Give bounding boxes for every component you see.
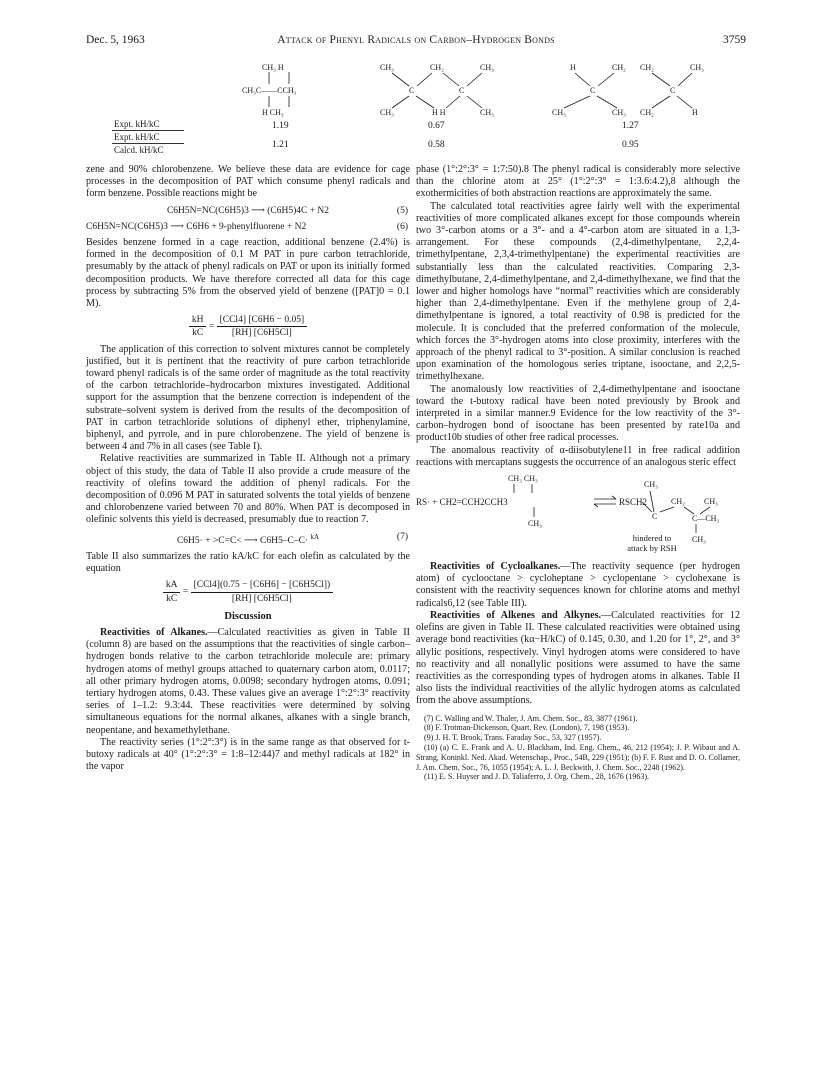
cycloalkanes-heading: Reactivities of Cycloalkanes. — [430, 561, 561, 573]
svg-text:CH₃: CH₃ — [380, 108, 394, 117]
equation-6-number: (6) — [396, 221, 408, 232]
row-labels — [112, 118, 252, 156]
footnote-8: (8) F. Trotman-Dickenson, Quart. Rev. (London), 7, 198 (1953). — [424, 723, 630, 733]
frac-denominator: [RH] [C6H5Cl] — [231, 328, 292, 339]
struct-2-expt: 0.67 — [428, 121, 445, 131]
alkenes-heading: Reactivities of Alkenes and Alkynes. — [430, 609, 602, 621]
left-paragraph-2: Besides benzene formed in a cage reaction, additional benzene (2.4%) is formed in the decomposition of 0.1 M PAT in pure carbon tetrachloride, presumably by the attack of phenyl radicals on PAT or upon its initially formed decomposition products. We have therefore corrected all data for this cage process by subtracting 5% from the observed yield of benzene ([PAT]0 = 0.1 M). — [86, 237, 410, 310]
svg-text:CH₂: CH₂ — [430, 63, 444, 72]
right-paragraph-6 — [416, 610, 740, 708]
svg-text:CH₃ CH₃: CH₃ CH₃ — [508, 474, 538, 484]
structure-3 — [552, 63, 704, 117]
row-label-expt-2: Expt. kH/kC — [112, 131, 184, 144]
right-paragraph-1: phase (1°:2°:3° = 1:7:50).8 The phenyl radical is considerably more selective than the chlorine atom at 25° (1°:2°:3° = 1:3.6:4.2),8 although the exothermicities of both abstraction reactions are approximately the same. — [416, 164, 740, 200]
equation-correction: $\frac{kH}{kC}$ = $\frac{\text{[CCl4] [C6H6 − 0.05]}}{[RH] [C6H5Cl]}$ — [86, 314, 410, 339]
svg-text:CH₃C——CCH₃: CH₃C——CCH₃ — [242, 86, 297, 95]
alkanes-text: —Calculated reactivities as given in Table II (column 8) are based on the assumptions that the reactivities of single carbon–hydrogen bonds relative to the carbon tetrachloride molecule are: primary hydrogen atoms of methyl groups attached to quaternary carbon atom, 0.0117; all other primary hydrogen atoms, 0.0098; secondary hydrogen atoms, 0.091; tertiary hydrogen atoms, 0.43. These values give an average 1°:2°:3° reactivity series of 1–1.2: 9.3:44. These reactivities were determined by solving simultaneous equations for the normal alkanes, alkanes with a single branch, neopentane, and hexamethylethane. — [86, 627, 411, 736]
svg-text:C—CH₃: C—CH₃ — [692, 514, 720, 524]
cycloalkanes-text: —The reactivity sequence (per hydrogen atom) of cyclooctane > cycloheptane > cyclopentane > cyclohexane is consistent with the reactivity sequences known for chlorine atoms and methyl radicals6,12 (see Table III). — [416, 561, 740, 609]
left-paragraph-1: zene and 90% chlorobenzene. We believe these data are evidence for cage processes in the decomposition of PAT which consume phenyl radicals and form benzene. Possible reactions might be — [86, 164, 410, 200]
structure-1 — [242, 63, 297, 117]
frac2-denominator: [RH] [C6H5Cl] — [231, 593, 292, 604]
running-head — [86, 34, 746, 50]
scheme-note: hindered to attack by RSH — [627, 533, 677, 554]
equation-7-k: kA — [310, 532, 320, 541]
frac-lhs-numerator: kH — [189, 314, 207, 327]
struct-2-calcd: 0.58 — [428, 140, 445, 150]
svg-text:C: C — [409, 86, 415, 95]
svg-text:C: C — [590, 86, 596, 95]
frac2-lhs-denominator: kC — [166, 593, 178, 604]
footnotes — [416, 714, 740, 783]
footnote-11: (11) E. S. Huyser and J. D. Taliaferro, J. Org. Chem., 28, 1676 (1963). — [424, 772, 650, 782]
svg-text:H: H — [570, 63, 576, 72]
fraction-ka-kc — [163, 579, 181, 604]
left-paragraph-3: The application of this correction to solvent mixtures cannot be completely justified, but it is pertinent that the reactivity of pure carbon tetrachloride toward phenyl radicals is of the same order of magnitude as the total reactivity of the carbon tetrachloride–hydrocarbon mixtures investigated. Additional support for the assumption that the benzene correction is independent of the substrate–solvent system is derived from the results of the decomposition of PAT in carbon tetrachloride solutions of diphenyl ether, triphenylamine, biphenyl, and pyrrole, and in pure chlorobenzene. The yield of benzene is between 4 and 7% in all cases (see Table I). — [86, 343, 410, 453]
svg-text:CH₃: CH₃ — [644, 480, 658, 490]
fraction-correction — [217, 314, 308, 339]
struct-3-calcd: 0.95 — [622, 140, 639, 150]
equation-5 — [86, 205, 410, 217]
svg-text:CH₃: CH₃ — [612, 108, 626, 117]
equation-7 — [86, 531, 410, 547]
svg-text:CH₃: CH₃ — [380, 63, 394, 72]
svg-text:CH₂: CH₂ — [612, 63, 626, 72]
equation-6-text: C6H5N=NC(C6H5)3 ⟶ C6H6 + 9-phenylfluorene + N2 — [86, 221, 307, 232]
structure-2 — [380, 63, 494, 117]
svg-text:CH₂: CH₂ — [640, 108, 654, 117]
svg-text:CH₂: CH₂ — [640, 63, 654, 72]
right-paragraph-3: The anomalously low reactivities of 2,4-dimethylpentane and isooctane toward the t-butoxy radical have been noted previously by Brook and interpreted in a similar manner.9 Evidence for the low reactivity of the 3°-carbon–hydrogen bond of isooctane has been presented by rate10a and product10b studies of other free radical processes. — [416, 383, 740, 444]
equation-6 — [86, 221, 410, 233]
svg-text:CH₃: CH₃ — [480, 63, 494, 72]
left-paragraph-6 — [86, 627, 410, 737]
fraction-ka — [191, 579, 334, 604]
footnote-7: (7) C. Walling and W. Thaler, J. Am. Chem. Soc., 83, 3877 (1961). — [424, 713, 638, 723]
equation-7-number: (7) — [396, 531, 408, 542]
scheme-product: RSCH2 — [619, 497, 648, 508]
svg-text:H: H — [692, 108, 698, 117]
svg-text:H CH₃: H CH₃ — [262, 108, 284, 117]
equation-ka-kc: $\frac{kA}{kC}$ = $\frac{\text{[CCl4](0.75 − [C6H6] − [C6H5Cl])}}{[RH] [C6H5Cl]}$ — [86, 579, 410, 604]
left-paragraph-4: Relative reactivities are summarized in Table II. Although not a primary object of this study, the data of Table II also provide a crude measure of the reactivity of olefins toward the addition of phenyl radicals. For the decomposition of 0.096 M PAT in saturated solvents the total yields of benzene and chlorobenzene varied between 70 and 80%. When PAT is decomposed in olefinic solvents this yield is decreased, presumably due to reaction 7. — [86, 453, 410, 526]
svg-text:H H: H H — [432, 108, 446, 117]
right-column — [416, 164, 740, 782]
mercaptan-scheme — [416, 469, 740, 561]
footnote-9: (9) J. H. T. Brook, Trans. Faraday Soc., 53, 327 (1957). — [424, 733, 602, 743]
right-paragraph-5 — [416, 561, 740, 610]
frac2-numerator: [CCl4](0.75 − [C6H6] − [C6H5Cl]) — [191, 579, 334, 592]
svg-text:C: C — [459, 86, 465, 95]
header-page-number: 3759 — [723, 34, 746, 46]
left-paragraph-5: Table II also summarizes the ratio kA/kC for each olefin as calculated by the equation — [86, 551, 410, 575]
equation-7-text: C6H5· + >C=C< ⟶ C6H5–C–C· — [176, 535, 309, 546]
struct-1-calcd: 1.21 — [272, 140, 289, 150]
right-paragraph-4: The anomalous reactivity of α-diisobutylene11 in free radical addition reactions with mercaptans suggests the occurrence of an analogous steric effect — [416, 444, 740, 468]
left-paragraph-7: The reactivity series (1°:2°:3°) is in the same range as that observed for t-butoxy radicals at 40° (1°:2°:3° = 1:8–12:44)7 and methyl radicals at 182° in the vapor — [86, 736, 410, 773]
frac-lhs-denominator: kC — [192, 328, 204, 339]
alkanes-heading: Reactivities of Alkanes. — [100, 627, 208, 639]
svg-text:CH₃: CH₃ — [690, 63, 704, 72]
row-label-expt-1: Expt. kH/kC — [112, 118, 184, 131]
svg-text:CH₃ H: CH₃ H — [262, 63, 284, 72]
struct-1-expt: 1.19 — [272, 121, 289, 131]
svg-text:CH₃: CH₃ — [480, 108, 494, 117]
svg-text:CH₃: CH₃ — [528, 519, 542, 529]
equation-5-text: C6H5N=NC(C6H5)3 ⟶ (C6H5)4C + N2 — [166, 205, 330, 216]
right-paragraph-2: The calculated total reactivities agree fairly well with the experimental reactivities of more complicated alkanes except for those compounds wherein two 3°-carbon atoms or a 3°- and a 4°-carbon atom are situated in a 1,3-arrangement. For these compounds (2,4-dimethylpentane, 2,2,4-trimethylpentane, 2,3,4-trimethylpentane) the experimental reactivities are substantially less than the calculated reactivities. Comparing 2,3-dimethylbutane, 2,4-dimethylpentane, and 2,4-dimethylhexane, we find that the lower and higher homologs have “normal” reactivities which are considerably higher than 2,4-dimethylpentane. Even if the methylene group of 2,4-dimethylpentane is ignored, a total reactivity of 0.98 is predicted for the molecule. It is concluded that the preferred conformation of the molecule, which forces the 3°-hydrogen atoms into close proximity, interferes with the approach of the phenyl radical to 3°-position. A similar conclusion is reached upon examination of the homologous series triptane, isooctane, and 2,2,5-trimethylhexane. — [416, 200, 740, 383]
mercaptan-scheme-diagram — [416, 469, 736, 561]
svg-text:CH₂: CH₂ — [671, 497, 685, 507]
frac-numerator: [CCl4] [C6H6 − 0.05] — [217, 314, 308, 327]
svg-text:CH₃: CH₃ — [704, 497, 718, 507]
discussion-heading: Discussion — [224, 610, 272, 622]
fraction-kh-kc — [189, 314, 207, 339]
header-date: Dec. 5, 1963 — [86, 34, 145, 46]
equation-5-number: (5) — [396, 205, 408, 216]
left-column — [86, 164, 410, 774]
header-title: Attack of Phenyl Radicals on Carbon–Hydrogen Bonds — [277, 34, 555, 46]
svg-text:C: C — [652, 512, 658, 522]
structure-table — [112, 60, 742, 160]
alkenes-text: —Calculated reactivities for 12 olefins are given in Table II. These calculated reactivities were obtained using average bond reactivities (kα−H/kC) of 0.145, 0.30, and 1.20 for 1°, 2°, and 3° allylic positions, respectively. Vinyl hydrogen atoms were considered to have no reactivity and all nonallylic positions were assumed to have the same reactivities as the corresponding types of hydrogen atoms in alkanes. Table II also lists the individual reactivities of the allylic hydrogen atoms as calculated from the above assumptions. — [416, 609, 740, 707]
frac2-lhs-numerator: kA — [163, 579, 181, 592]
struct-3-expt: 1.27 — [622, 121, 639, 131]
svg-text:C: C — [670, 86, 676, 95]
scheme-reactants: RS· + CH2=CCH2CCH3 — [416, 497, 508, 508]
svg-text:CH₃: CH₃ — [552, 108, 566, 117]
footnote-10: (10) (a) C. E. Frank and A. U. Blackham, Ind. Eng. Chem., 46, 212 (1954); J. P. Wibaut and A. Strang, Koninkl. Ned. Akad. Wetenschap., Proc., 54B, 229 (1951); (b) F. F. Rust and D. O. Collamer, J. Am. Chem. Soc., 76, 1055 (1954); A. L. J. Beckwith, J. Chem. Soc., 2248 (1962). — [416, 742, 740, 772]
row-label-calcd: Calcd. kH/kC — [114, 145, 164, 155]
svg-text:CH₃: CH₃ — [692, 535, 706, 545]
